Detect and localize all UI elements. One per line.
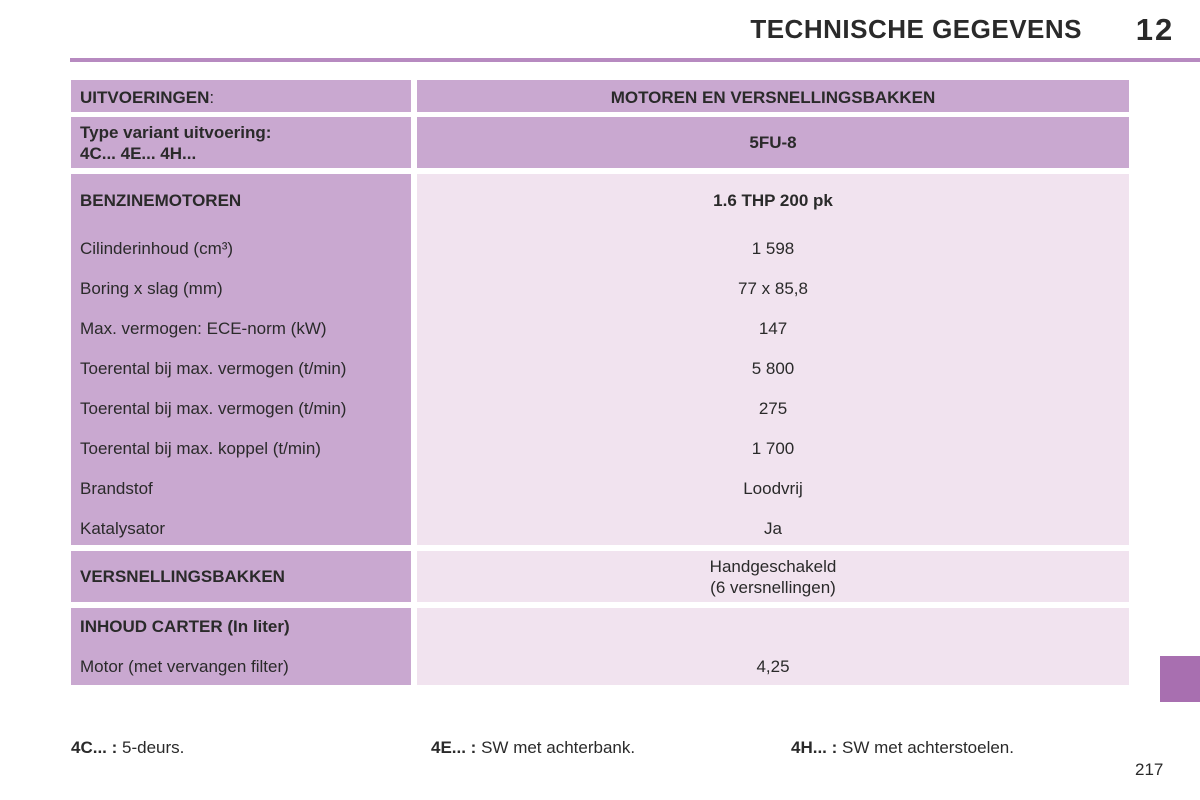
benzine-row-label: Toerental bij max. vermogen (t/min) bbox=[80, 399, 347, 418]
carter-row-value: 4,25 bbox=[756, 657, 790, 676]
footnote-4c bbox=[71, 738, 184, 758]
footnote-text: 5-deurs. bbox=[117, 738, 185, 757]
carter-value-block bbox=[417, 608, 1129, 685]
footnote-text: SW met achterstoelen. bbox=[837, 738, 1014, 757]
benzine-value-block bbox=[417, 174, 1129, 545]
uitvoeringen-label: UITVOERINGEN bbox=[80, 88, 210, 107]
type-variant-label-cell bbox=[71, 117, 411, 168]
footnote-code: 4C... : bbox=[71, 738, 118, 757]
footnote-code: 4E... : bbox=[431, 738, 477, 757]
versnellingsbakken-label-cell bbox=[71, 551, 411, 602]
carter-label-block bbox=[71, 608, 411, 685]
uitvoeringen-colon: : bbox=[209, 88, 215, 107]
benzine-row-value: 5 800 bbox=[751, 359, 795, 378]
carter-heading: INHOUD CARTER (In liter) bbox=[80, 617, 290, 636]
uitvoeringen-value-cell bbox=[417, 80, 1129, 112]
type-variant-codes: 4C... 4E... 4H... bbox=[80, 144, 197, 163]
benzine-row-value: 275 bbox=[758, 399, 788, 418]
page-number: 217 bbox=[1135, 760, 1164, 779]
type-variant-value: 5FU-8 bbox=[749, 133, 797, 152]
benzine-row-label: Toerental bij max. vermogen (t/min) bbox=[80, 359, 347, 378]
footnote-text: SW met achterbank. bbox=[476, 738, 636, 757]
benzine-row-label: Brandstof bbox=[80, 479, 153, 498]
benzine-row-label: Boring x slag (mm) bbox=[80, 279, 223, 298]
versnellingsbakken-label: VERSNELLINGSBAKKEN bbox=[80, 567, 285, 586]
versnellingsbakken-value-cell bbox=[417, 551, 1129, 602]
benzine-heading-value: 1.6 THP 200 pk bbox=[713, 191, 833, 210]
uitvoeringen-value: MOTOREN EN VERSNELLINGSBAKKEN bbox=[610, 88, 936, 107]
uitvoeringen-label-cell bbox=[71, 80, 411, 112]
benzine-label-block bbox=[71, 174, 411, 545]
footnote-code: 4H... : bbox=[791, 738, 838, 757]
benzine-row-label: Max. vermogen: ECE-norm (kW) bbox=[80, 319, 327, 338]
carter-row-label: Motor (met vervangen filter) bbox=[80, 657, 289, 676]
type-variant-value-cell bbox=[417, 117, 1129, 168]
benzine-row-value: 1 700 bbox=[751, 439, 795, 458]
benzine-row-value: 147 bbox=[758, 319, 788, 338]
page-title: TECHNISCHE GEGEVENS bbox=[750, 14, 1082, 44]
chapter-number: 12 bbox=[1135, 12, 1175, 47]
benzine-row-value: Ja bbox=[764, 519, 782, 538]
versnellingsbakken-gears: (6 versnellingen) bbox=[710, 578, 836, 597]
header-divider bbox=[70, 58, 1200, 62]
benzine-heading: BENZINEMOTOREN bbox=[80, 191, 242, 210]
benzine-row-label: Katalysator bbox=[80, 519, 166, 538]
benzine-row-label: Toerental bij max. koppel (t/min) bbox=[80, 439, 321, 458]
type-variant-label: Type variant uitvoering: bbox=[80, 123, 272, 142]
benzine-row-value: Loodvrij bbox=[743, 479, 803, 498]
benzine-row-value: 1 598 bbox=[751, 239, 795, 258]
versnellingsbakken-type: Handgeschakeld bbox=[709, 557, 837, 576]
footnote-4e bbox=[431, 738, 635, 758]
benzine-row-label: Cilinderinhoud (cm³) bbox=[80, 239, 234, 258]
chapter-tab-marker bbox=[1160, 656, 1200, 702]
footnote-4h bbox=[791, 738, 1014, 758]
benzine-row-value: 77 x 85,8 bbox=[738, 279, 808, 298]
